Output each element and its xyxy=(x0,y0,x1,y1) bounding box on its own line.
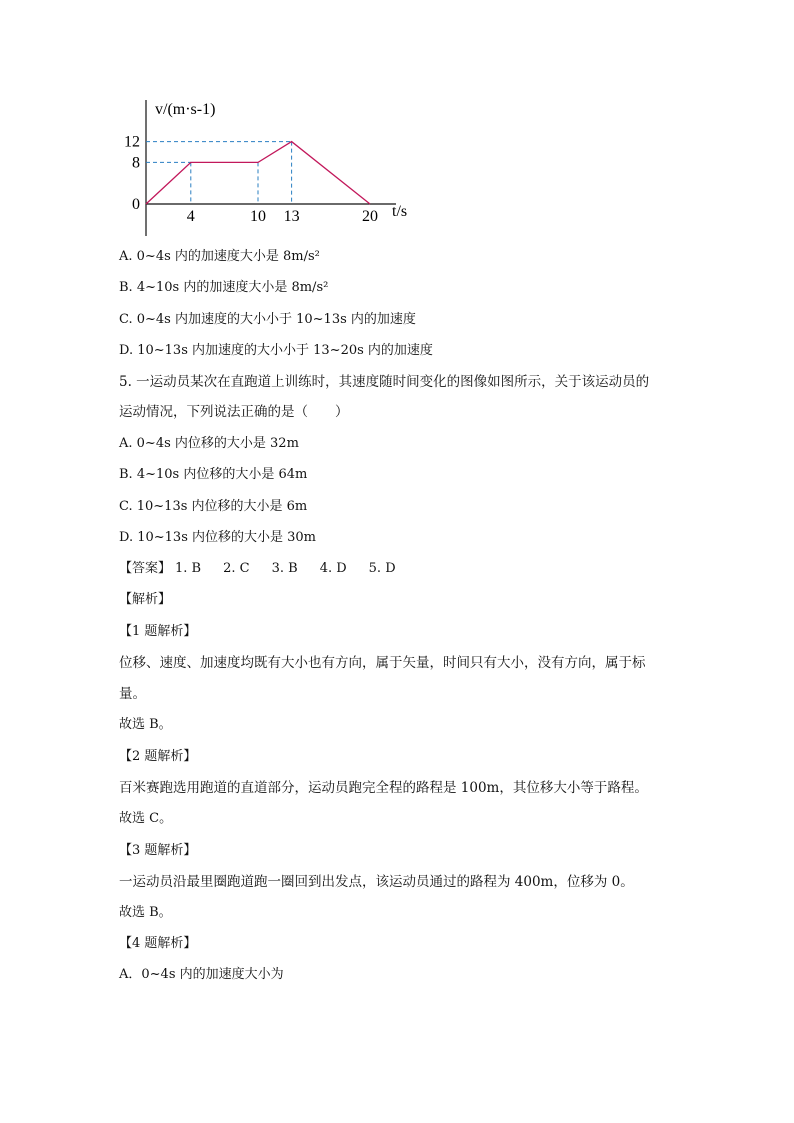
q1-analysis-title: 【1 题解析】 xyxy=(119,624,197,639)
q5-stem-line-1: 5. 一运动员某次在直跑道上训练时，其速度随时间变化的图像如图所示，关于该运动员的 xyxy=(119,374,650,390)
x-axis-label: t/s xyxy=(392,203,408,220)
q5-option-a: A. 0~4s 内位移的大小是 32m xyxy=(119,436,299,451)
q4-option-a: A. 0~4s 内的加速度大小是 8m/s² xyxy=(119,249,320,264)
q1-analysis-line-1: 位移、速度、加速度均既有大小也有方向，属于矢量，时间只有大小，没有方向，属于标 xyxy=(119,655,646,671)
q2-analysis-line-1: 百米赛跑选用跑道的直道部分，运动员跑完全程的路程是 100m，其位移大小等于路程。 xyxy=(119,780,648,796)
graph-labels xyxy=(124,101,407,225)
graph-guide-lines xyxy=(146,142,292,204)
q5-option-d: D. 10~13s 内位移的大小是 30m xyxy=(119,530,317,545)
q3-conclusion: 故选 B。 xyxy=(119,905,172,920)
q2-analysis-title: 【2 题解析】 xyxy=(119,749,197,764)
q1-conclusion: 故选 B。 xyxy=(119,717,172,732)
answer-item: 5. D xyxy=(368,561,396,576)
y-tick-label: 8 xyxy=(132,154,140,172)
x-tick-label: 10 xyxy=(250,208,266,225)
q4-analysis-line-1: A．0~4s 内的加速度大小为 xyxy=(119,967,284,982)
q5-option-b: B. 4~10s 内位移的大小是 64m xyxy=(119,467,308,482)
analysis-heading: 【解析】 xyxy=(119,592,172,607)
y-axis-label: v/(m·s-1) xyxy=(155,101,216,118)
q1-analysis-line-2: 量。 xyxy=(119,686,146,702)
answer-item: 2. C xyxy=(223,561,250,576)
q2-conclusion: 故选 C。 xyxy=(119,811,173,826)
q4-option-d: D. 10~13s 内加速度的大小小于 13~20s 内的加速度 xyxy=(119,343,433,358)
y-tick-label: 12 xyxy=(124,133,140,151)
q5-option-c: C. 10~13s 内位移的大小是 6m xyxy=(119,499,308,514)
answer-item: 4. D xyxy=(319,561,347,576)
q4-analysis-title: 【4 题解析】 xyxy=(119,936,197,951)
x-tick-label: 20 xyxy=(362,208,378,225)
q4-option-c: C. 0~4s 内加速度的大小小于 10~13s 内的加速度 xyxy=(119,312,416,327)
x-tick-label: 4 xyxy=(186,208,195,225)
answer-item: 3. B xyxy=(271,561,298,576)
y-tick-label: 0 xyxy=(132,196,140,213)
answer-row xyxy=(119,559,418,579)
graph-axes xyxy=(146,100,396,236)
answer-label: 【答案】 xyxy=(119,561,172,576)
velocity-time-graph xyxy=(118,92,418,242)
answer-item: 1. B xyxy=(175,561,202,576)
x-tick-label: 13 xyxy=(283,208,300,225)
q3-analysis-line-1: 一运动员沿最里圈跑道跑一圈回到出发点，该运动员通过的路程为 400m，位移为 0。 xyxy=(119,874,634,890)
q4-option-b: B. 4~10s 内的加速度大小是 8m/s² xyxy=(119,280,329,295)
q3-analysis-title: 【3 题解析】 xyxy=(119,843,197,858)
q5-stem-line-2: 运动情况，下列说法正确的是（ ） xyxy=(119,404,349,420)
